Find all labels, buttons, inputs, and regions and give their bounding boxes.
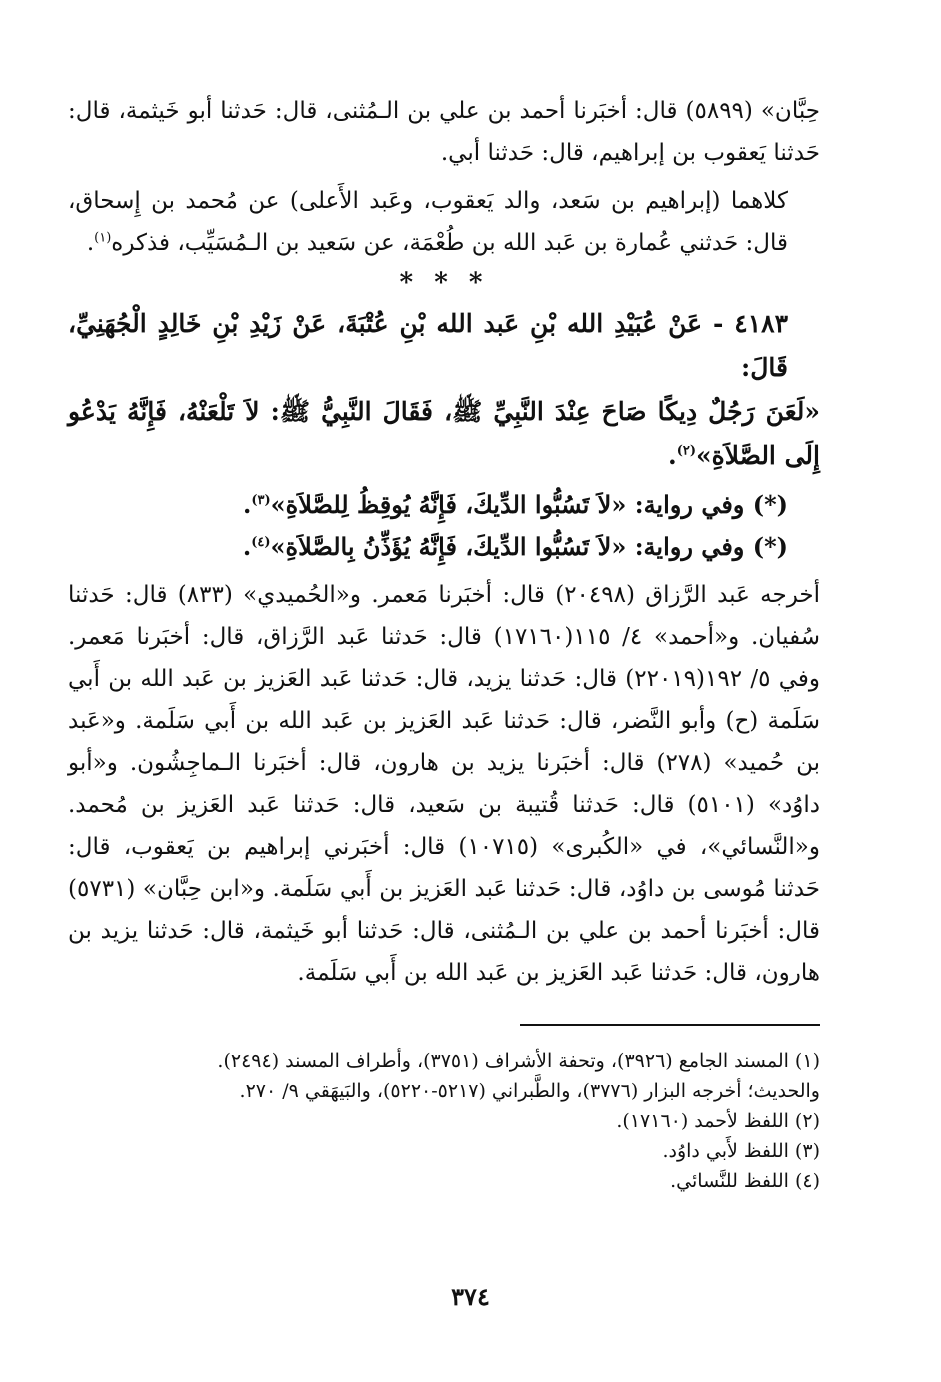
footnote-1: (١) المسند الجامع (٣٩٢٦)، وتحفة الأشراف (٣٧٥١)، وأطراف المسند (٢٤٩٤). (217, 1050, 820, 1072)
riwaya-2-end: . (242, 532, 252, 561)
riwaya-1 (68, 484, 820, 526)
footnote-ref-4: (٤) (251, 535, 271, 550)
chain-end: . (86, 230, 95, 256)
opening-paragraph: حِبَّان» (٥٨٩٩) قال: أخبَرنا أحمد بن علي بن الـمُثنى، قال: حَدثنا أبو خَيثمة، قال: حَدثنا يَعقوب بن إبراهيم، قال: حَدثنا أبي. (68, 98, 820, 166)
chain-paragraph (68, 180, 820, 264)
page-body (68, 90, 820, 1350)
footnote-3: (٣) اللفظ لأَبي داوُد. (662, 1140, 820, 1162)
riwaya-2-text: (*) وفي رواية: «لاَ تَسُبُّوا الدِّيكَ، فَإِنَّهُ يُؤَذِّنُ بِالصَّلاَةِ» (270, 532, 788, 561)
hadith-text (68, 390, 820, 478)
footnote-4: (٤) اللفظ للنَّسائي. (670, 1170, 820, 1192)
hadith-end: . (667, 441, 677, 470)
section-separator: * * * (399, 268, 489, 298)
riwaya-1-end: . (242, 490, 252, 519)
hadith-matn: «لَعَنَ رَجُلٌ دِيكًا صَاحَ عِنْدَ النَّبِيِّ ﷺ، فَقَالَ النَّبِيُّ ﷺ: لاَ تَلْعَنْهُ، فَإِنَّهُ يَدْعُو إِلَى الصَّلاَةِ» (68, 397, 820, 470)
hadith-chain: ٤١٨٣ - عَنْ عُبَيْدِ الله بْنِ عَبد الله بْنِ عُتْبَةَ، عَنْ زَيْدِ بْنِ خَالِدٍ الْجُهَنِيِّ، قَالَ: (68, 309, 788, 382)
footnote-2: (٢) اللفظ لأحمد (١٧١٦٠). (616, 1110, 820, 1132)
chain-text: كلاهما (إبراهيم بن سَعد، والد يَعقوب، وعَبد الأَعلى) عن مُحمد بن إِسحاق، قال: حَدثني عُمارة بن عَبد الله بن طُعْمَة، عن سَعيد بن الـمُسَيِّب، فذكره (68, 188, 788, 256)
footnote-1-continued: والحديث؛ أخرجه البزار (٣٧٧٦)، والطَّبراني (٥٢١٧-٥٢٢٠)، والبَيهَقي ٩/ ٢٧٠. (239, 1080, 820, 1102)
footnote-ref-2: (٢) (676, 443, 696, 459)
footnote-ref-3: (٣) (251, 493, 271, 508)
riwaya-1-text: (*) وفي رواية: «لاَ تَسُبُّوا الدِّيكَ، فَإِنَّهُ يُوقِظُ لِلصَّلاَةِ» (270, 490, 788, 519)
riwaya-2 (68, 526, 820, 568)
footnote-ref-1: (١) (94, 230, 112, 246)
page-number: ٣٧٤ (451, 1282, 490, 1311)
takhrij-paragraph: أخرجه عَبد الرَّزاق (٢٠٤٩٨) قال: أخبَرنا مَعمر. و«الحُميدي» (٨٣٣) قال: حَدثنا سُفيان. و«أحمد» ٤/ ١١٥(١٧١٦٠) قال: حَدثنا عَبد الرَّزاق، قال: أخبَرنا مَعمر. وفي ٥/ ١٩٢(٢٢٠١٩) قال: حَدثنا يزيد، قال: حَدثنا عَبد العَزيز بن عَبد الله بن أَبي سَلَمة (ح) وأبو النَّضر، قال: حَدثنا عَبد العَزيز بن عَبد الله بن أَبي سَلَمة. و«عَبد بن حُميد» (٢٧٨) قال: أخبَرنا يزيد بن هارون، قال: أخبَرنا الـماجِشُون. و«أبو داوُد» (٥١٠١) قال: حَدثنا قُتيبة بن سَعيد، قال: حَدثنا عَبد العَزيز بن مُحمد. و«النَّسائي»، في «الكُبرى» (١٠٧١٥) قال: أخبَرني إبراهيم بن يَعقوب، قال: حَدثنا مُوسى بن داوُد، قال: حَدثنا عَبد العَزيز بن أَبي سَلَمة. و«ابن حِبَّان» (٥٧٣١) قال: أخبَرنا أحمد بن علي بن الـمُثنى، قال: حَدثنا أبو خَيثمة، قال: حَدثنا يزيد بن هارون، قال: حَدثنا عَبد العَزيز بن عَبد الله بن أَبي سَلَمة. (68, 582, 821, 986)
footnote-divider (520, 1024, 820, 1026)
